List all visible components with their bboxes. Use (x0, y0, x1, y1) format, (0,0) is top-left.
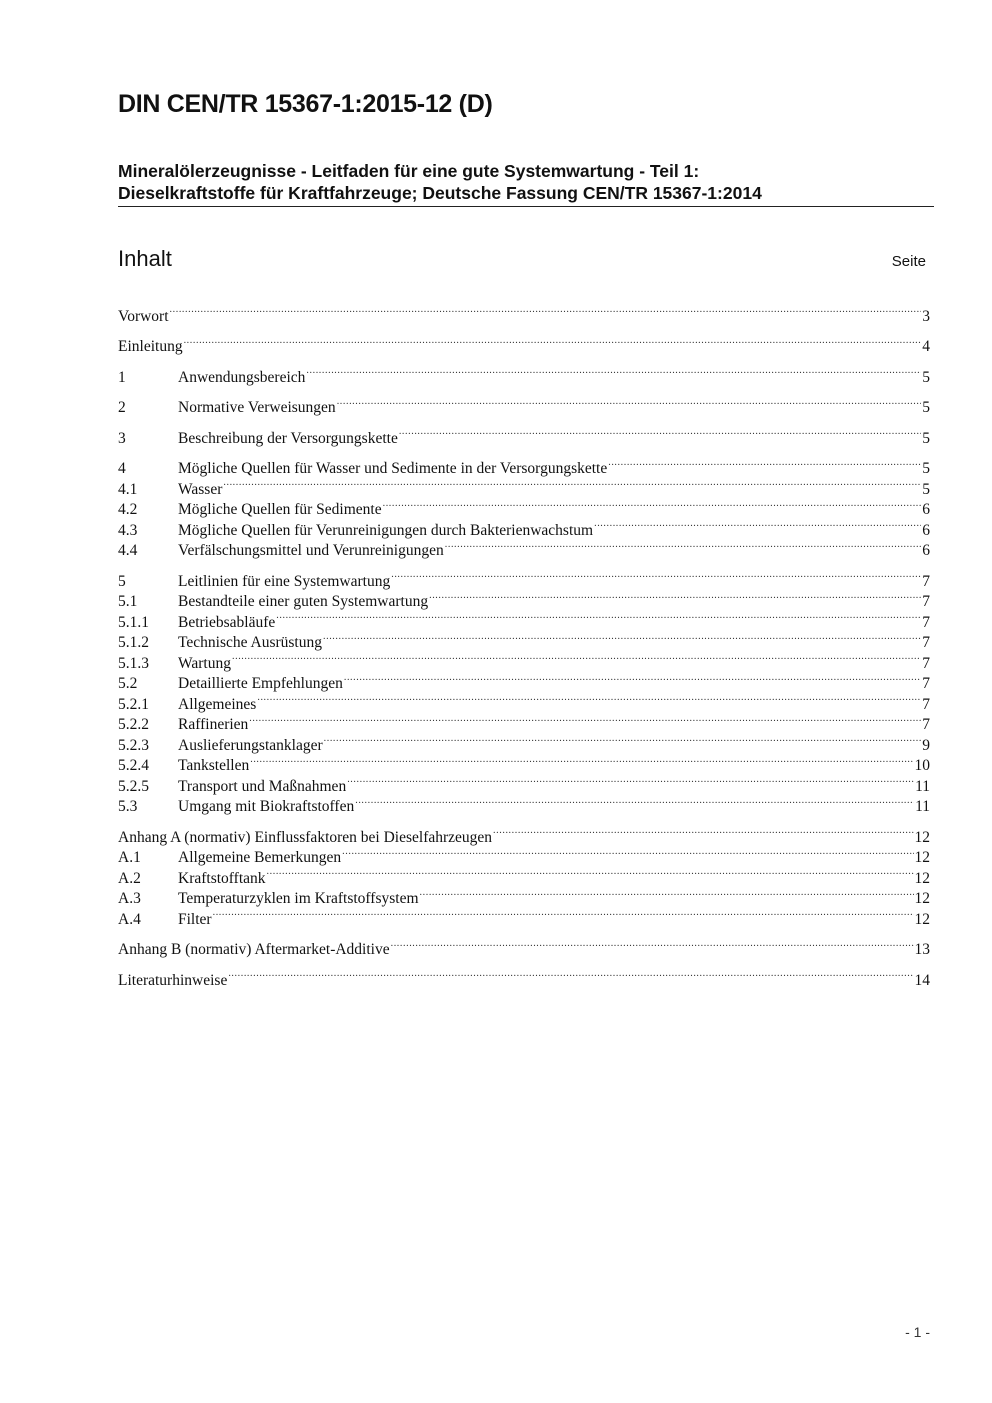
toc-page-column-label: Seite (891, 253, 926, 270)
toc-entry[interactable] (118, 392, 930, 416)
toc-dot-leader (355, 791, 914, 812)
toc-dot-leader (324, 729, 922, 750)
toc-entry-label: Tankstellen (178, 757, 250, 774)
toc-dot-leader (323, 627, 921, 648)
toc-entry-page: 9 (922, 736, 930, 754)
toc-dot-leader (249, 709, 921, 730)
toc-dot-leader (608, 453, 921, 474)
toc-entry-page: 4 (922, 338, 930, 355)
toc-dot-leader (250, 750, 913, 771)
toc-entry[interactable] (118, 422, 930, 447)
toc-entry-number: A.2 (118, 869, 141, 887)
toc-dot-leader (399, 422, 921, 443)
subtitle-line-1: Mineralölerzeugnisse - Leitfaden für eine gute Systemwartung - Teil 1: (118, 161, 700, 181)
toc-entry-number: A.3 (118, 890, 141, 907)
toc-entry[interactable] (118, 361, 930, 386)
toc-entry-page: 5 (922, 368, 930, 386)
toc-entry-label: Kraftstofftank (178, 869, 266, 887)
toc-entry-page: 12 (914, 869, 930, 887)
toc-entry-page: 7 (922, 675, 930, 692)
toc-dot-leader (223, 473, 921, 494)
toc-entry-label: Bestandteile einer guten Systemwartung (178, 593, 429, 610)
toc-entry-label: Literaturhinweise (118, 971, 228, 989)
toc-entry-label: Transport und Maßnahmen (178, 777, 347, 795)
document-title: DIN CEN/TR 15367-1:2015-12 (D) (118, 90, 493, 118)
toc-entry-number: 5.3 (118, 798, 138, 815)
toc-entry-number: A.1 (118, 849, 141, 866)
toc-dot-leader (257, 688, 921, 709)
toc-entry-number: 3 (118, 429, 126, 447)
toc-entry-page: 12 (914, 828, 930, 846)
toc-entry[interactable] (118, 964, 930, 989)
toc-entry-label: Betriebsabläufe (178, 613, 276, 631)
toc-dot-leader (420, 883, 914, 904)
toc-dot-leader (445, 535, 922, 556)
toc-entry-label: Beschreibung der Versorgungskette (178, 429, 398, 447)
toc-entry-label: Temperaturzyklen im Kraftstoffsystem (178, 890, 419, 907)
toc-entry-page: 7 (922, 634, 930, 651)
toc-entry-label: Leitlinien für eine Systemwartung (178, 572, 391, 590)
toc-entry-number: 5.2.2 (118, 716, 149, 733)
toc-entry-number: 5.1.3 (118, 654, 149, 672)
toc-entry-number: 5 (118, 572, 126, 590)
toc-header (118, 246, 926, 276)
toc-entry-label: Anwendungsbereich (178, 368, 306, 386)
toc-entry-page: 7 (922, 613, 930, 631)
toc-entry-number: 4.1 (118, 480, 138, 498)
toc-entry-number: 5.2.3 (118, 736, 149, 754)
toc-entry-page: 12 (914, 890, 930, 907)
subtitle-line-2: Dieselkraftstoffe für Kraftfahrzeuge; Deutsche Fassung CEN/TR 15367-1:2014 (118, 183, 762, 203)
toc-entry-page: 14 (914, 971, 930, 989)
toc-entry-label: Technische Ausrüstung (178, 634, 322, 651)
toc-dot-leader (232, 647, 921, 668)
toc-entry-number: A.4 (118, 910, 141, 928)
toc-entry-number: 4.4 (118, 542, 138, 559)
toc-entry-label: Verfälschungsmittel und Verunreinigungen (178, 542, 444, 559)
toc-entry-number: 4 (118, 460, 126, 477)
toc-entry-number: 5.1.1 (118, 613, 149, 631)
toc-entry-number: 5.1.2 (118, 634, 149, 651)
toc-dot-leader (391, 934, 914, 955)
toc-dot-leader (267, 862, 914, 883)
toc-entry-label: Raffinerien (178, 716, 249, 733)
toc-entry-page: 6 (922, 542, 930, 559)
toc-entry-label: Einleitung (118, 338, 183, 355)
toc-entry-page: 7 (922, 695, 930, 713)
toc-dot-leader (276, 606, 921, 627)
toc-dot-leader (228, 964, 913, 985)
toc-entry[interactable] (118, 668, 930, 692)
toc-entry-page: 3 (922, 307, 930, 325)
toc-entry-page: 13 (914, 941, 930, 958)
toc-entry-number: 5.2.4 (118, 757, 149, 774)
toc-entry-page: 12 (914, 849, 930, 866)
toc-entry[interactable] (118, 473, 930, 498)
toc-entry-page: 5 (922, 399, 930, 416)
toc-entry[interactable] (118, 934, 930, 958)
toc-entry[interactable] (118, 565, 930, 590)
toc-entry-label: Mögliche Quellen für Wasser und Sedimente in der Versorgungskette (178, 460, 608, 477)
toc-entry-label: Anhang B (normativ) Aftermarket-Additive (118, 941, 390, 958)
toc-entry-page: 7 (922, 654, 930, 672)
toc-entry-number: 2 (118, 399, 126, 416)
toc-entry[interactable] (118, 300, 930, 325)
toc-entry[interactable] (118, 903, 930, 928)
toc-dot-leader (391, 565, 921, 586)
toc-entry-page: 5 (922, 460, 930, 477)
toc-entry-label: Wasser (178, 480, 223, 498)
toc-entry-label: Wartung (178, 654, 231, 672)
toc-entry-page: 11 (915, 777, 930, 795)
toc-entry-page: 12 (914, 910, 930, 928)
toc-entry-number: 5.2 (118, 675, 138, 692)
toc-entry[interactable] (118, 494, 930, 518)
toc-entry-page: 7 (922, 572, 930, 590)
toc-entry-label: Auslieferungstanklager (178, 736, 323, 754)
toc-entry-number: 1 (118, 368, 126, 386)
table-of-contents (118, 300, 930, 989)
toc-entry-number: 5.2.5 (118, 777, 149, 795)
toc-entry[interactable] (118, 821, 930, 846)
toc-entry-label: Normative Verweisungen (178, 399, 336, 416)
toc-entry[interactable] (118, 647, 930, 672)
toc-dot-leader (383, 494, 922, 515)
toc-dot-leader (429, 586, 921, 607)
toc-entry-page: 5 (922, 429, 930, 447)
toc-entry-label: Allgemeine Bemerkungen (178, 849, 342, 866)
toc-dot-leader (337, 392, 922, 413)
toc-entry-label: Filter (178, 910, 212, 928)
toc-dot-leader (184, 331, 922, 352)
toc-dot-leader (342, 842, 913, 863)
toc-dot-leader (344, 668, 921, 689)
toc-entry-number: 4.3 (118, 521, 138, 539)
toc-entry-page: 6 (922, 501, 930, 518)
toc-entry-label: Anhang A (normativ) Einflussfaktoren bei Dieselfahrzeugen (118, 828, 493, 846)
toc-entry-number: 5.2.1 (118, 695, 149, 713)
toc-entry-label: Allgemeines (178, 695, 257, 713)
toc-entry-label: Mögliche Quellen für Verunreinigungen durch Bakterienwachstum (178, 521, 594, 539)
toc-entry-label: Mögliche Quellen für Sedimente (178, 501, 382, 518)
toc-entry-label: Vorwort (118, 307, 169, 325)
toc-entry-page: 7 (922, 593, 930, 610)
toc-entry-page: 6 (922, 521, 930, 539)
toc-dot-leader (594, 514, 921, 535)
page-number: - 1 - (905, 1324, 930, 1340)
toc-entry-page: 7 (922, 716, 930, 733)
toc-entry-label: Umgang mit Biokraftstoffen (178, 798, 355, 815)
toc-entry-number: 4.2 (118, 501, 138, 518)
toc-heading: Inhalt (118, 246, 172, 271)
toc-dot-leader (347, 770, 914, 791)
toc-entry[interactable] (118, 331, 930, 355)
toc-entry[interactable] (118, 453, 930, 477)
toc-entry-number: 5.1 (118, 593, 138, 610)
toc-dot-leader (493, 821, 913, 842)
title-divider (118, 206, 934, 207)
toc-entry-page: 10 (914, 757, 930, 774)
toc-entry-page: 5 (922, 480, 930, 498)
toc-dot-leader (170, 300, 922, 321)
document-subtitle (118, 160, 918, 204)
toc-dot-leader (306, 361, 921, 382)
toc-dot-leader (213, 903, 914, 924)
toc-entry-label: Detaillierte Empfehlungen (178, 675, 343, 692)
toc-entry-page: 11 (915, 798, 930, 815)
